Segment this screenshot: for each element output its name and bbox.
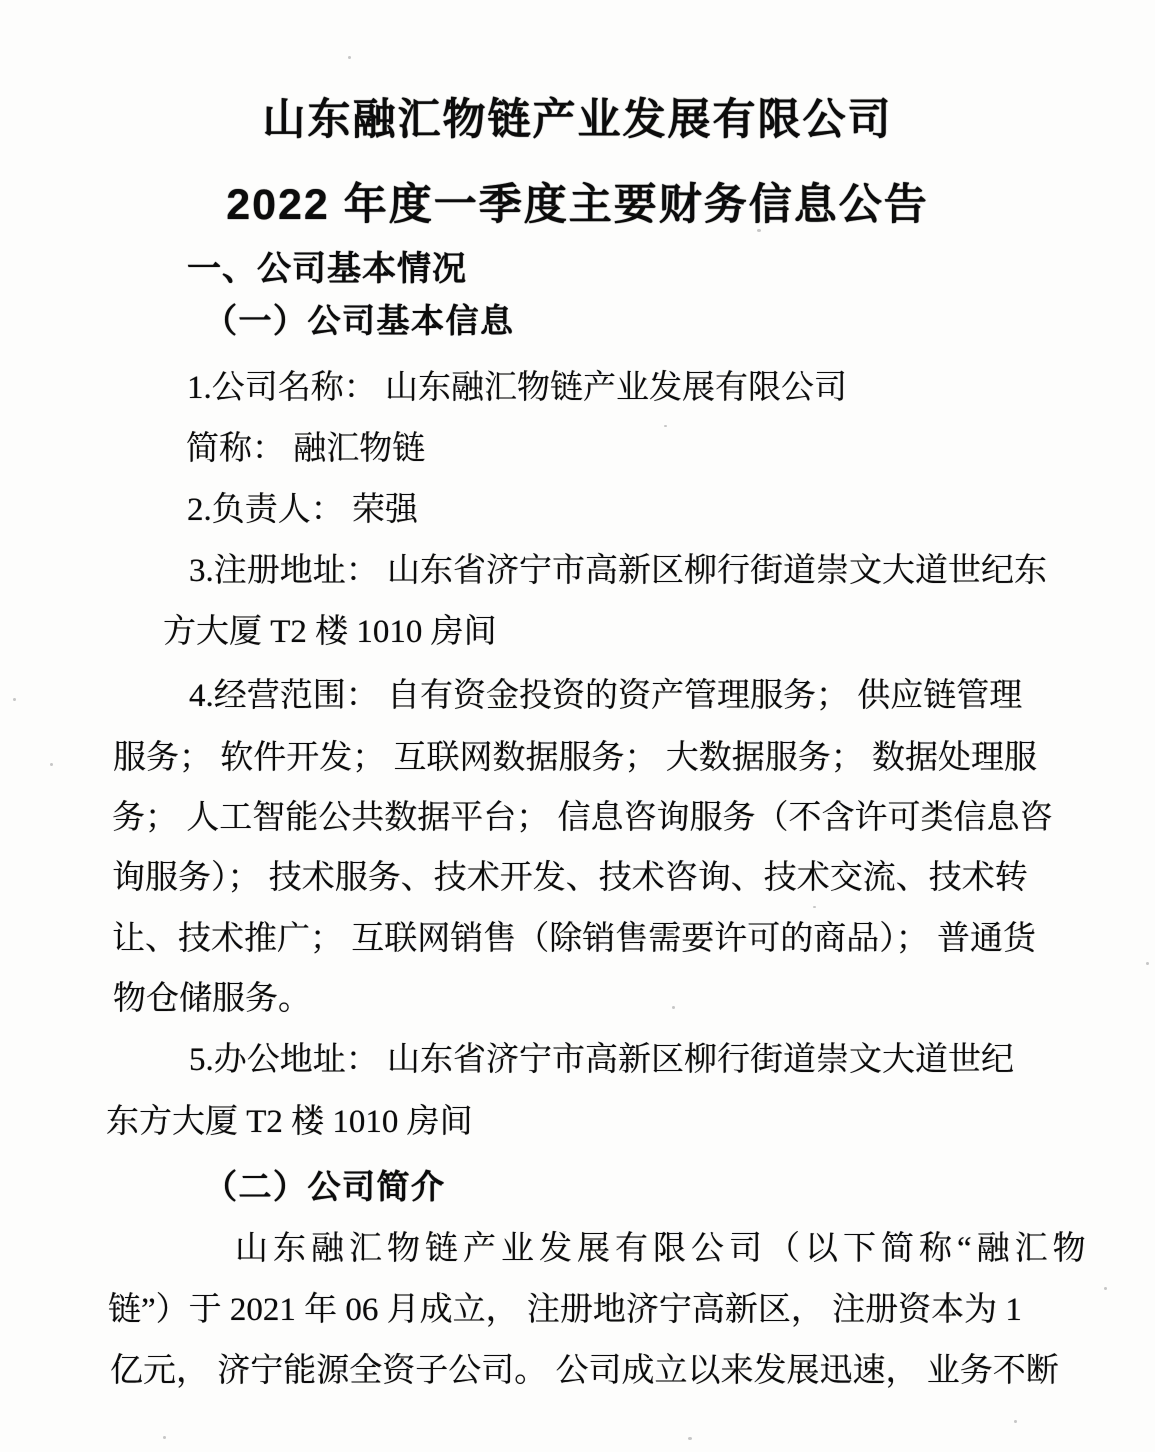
section-1-heading: 一、公司基本情况	[187, 250, 467, 288]
office-address-line-1: 5.办公地址： 山东省济宁市高新区柳行街道崇文大道世纪	[189, 1042, 1014, 1078]
business-scope-line-5: 让、技术推广； 互联网销售（除销售需要许可的商品）； 普通货	[112, 921, 1036, 957]
scan-speck	[757, 229, 761, 232]
office-address-line-2: 东方大厦 T2 楼 1010 房间	[106, 1104, 473, 1140]
scan-speck	[672, 1006, 675, 1009]
company-name-line: 1.公司名称： 山东融汇物链产业发展有限公司	[187, 370, 847, 406]
scan-speck	[664, 425, 667, 427]
profile-line-2: 链”）于 2021 年 06 月成立， 注册地济宁高新区， 注册资本为 1	[108, 1292, 1022, 1328]
subsection-1-heading: （一）公司基本信息	[204, 304, 515, 340]
registered-address-line-1: 3.注册地址： 山东省济宁市高新区柳行街道崇文大道世纪东	[189, 553, 1047, 589]
business-scope-line-2: 服务； 软件开发； 互联网数据服务； 大数据服务； 数据处理服	[113, 740, 1037, 776]
document-title: 山东融汇物链产业发展有限公司	[262, 96, 893, 144]
profile-line-1: 山东融汇物链产业发展有限公司（以下简称“融汇物	[235, 1231, 1091, 1267]
business-scope-line-6: 物仓储服务。	[113, 981, 311, 1017]
scan-speck	[13, 698, 16, 701]
scan-speck	[688, 1437, 692, 1440]
scan-speck	[1014, 1420, 1017, 1423]
scan-speck	[813, 906, 816, 908]
scan-speck	[1104, 1287, 1107, 1290]
scan-speck	[163, 1436, 166, 1439]
document-subtitle: 2022 年度一季度主要财务信息公告	[226, 181, 929, 229]
profile-line-3: 亿元， 济宁能源全资子公司。 公司成立以来发展迅速， 业务不断	[110, 1353, 1059, 1389]
scan-speck	[1146, 962, 1149, 965]
short-name-line: 简称： 融汇物链	[186, 431, 426, 467]
business-scope-line-4: 询服务）； 技术服务、技术开发、技术咨询、技术交流、技术转	[112, 860, 1028, 896]
scan-speck	[50, 763, 53, 766]
principal-line: 2.负责人： 荣强	[187, 492, 418, 528]
subsection-2-heading: （二）公司简介	[204, 1170, 446, 1206]
business-scope-line-3: 务； 人工智能公共数据平台； 信息咨询服务（不含许可类信息咨	[112, 800, 1053, 836]
scan-speck	[348, 56, 351, 59]
registered-address-line-2: 方大厦 T2 楼 1010 房间	[163, 614, 497, 650]
business-scope-line-1: 4.经营范围： 自有资金投资的资产管理服务； 供应链管理	[189, 678, 1023, 714]
